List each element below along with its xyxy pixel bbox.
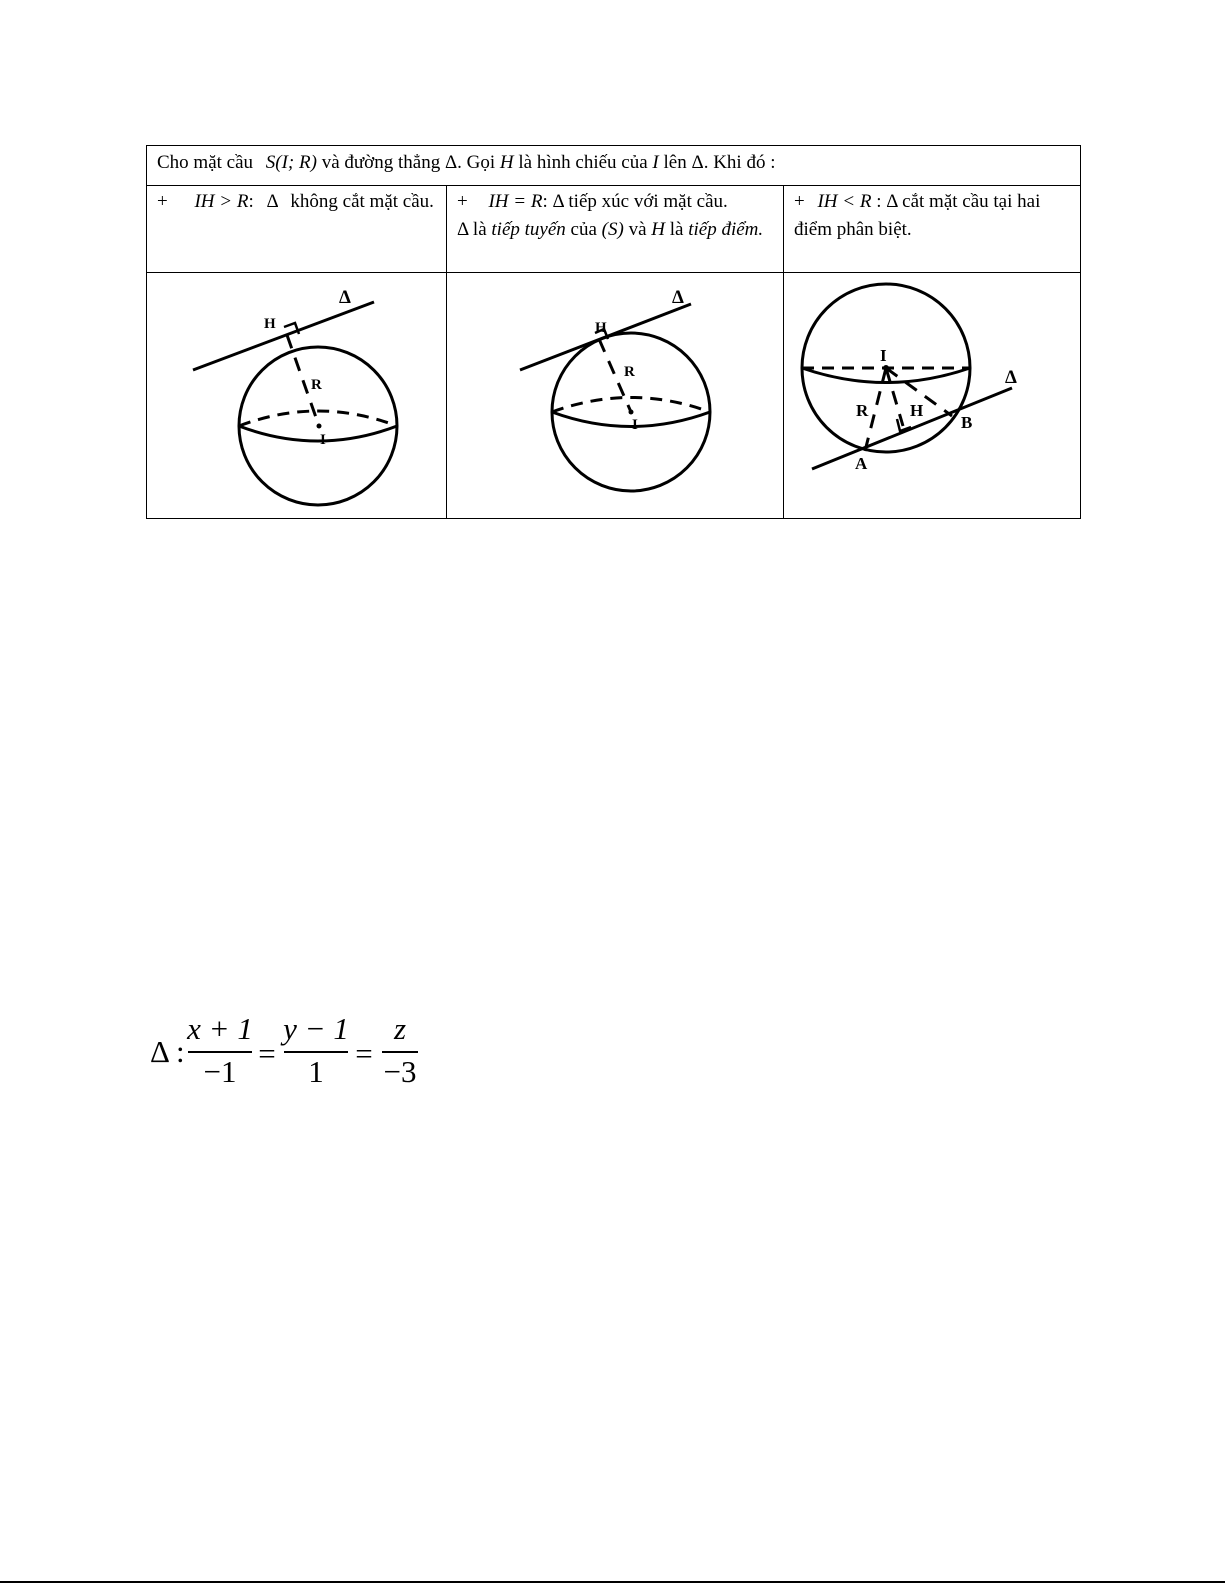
header-text-3: . Gọi: [457, 152, 496, 173]
case2-line2-d: là: [669, 219, 684, 240]
fraction2-denominator: 1: [308, 1054, 324, 1089]
case2-plus: +: [457, 191, 468, 212]
case2-s: (S): [601, 219, 624, 240]
fraction2-numerator: y − 1: [283, 1012, 349, 1046]
table-cases-row: [147, 186, 1080, 273]
label-delta: Δ: [672, 287, 684, 308]
label-i: I: [320, 432, 326, 448]
case2-delta: Δ: [552, 191, 564, 212]
case2-point-term: tiếp điểm.: [688, 219, 764, 240]
case1-text: không cắt mặt cầu.: [290, 191, 434, 212]
case2-line2-delta: Δ: [457, 219, 469, 240]
case-no-intersection: [147, 186, 447, 272]
center-point: [883, 365, 889, 371]
case2-tangent-term: tiếp tuyến: [491, 219, 566, 240]
line-delta: [520, 304, 691, 370]
label-r: R: [856, 401, 869, 420]
figure-cell-2: [447, 273, 784, 519]
figure-secant: [784, 273, 1078, 519]
case2-colon: :: [542, 191, 548, 212]
case1-condition: IH > R: [194, 191, 249, 212]
header-i: I: [652, 152, 659, 173]
label-i: I: [632, 417, 638, 433]
figure-cell-1: [147, 273, 447, 519]
fraction3-numerator: z: [393, 1012, 407, 1046]
header-delta-2: Δ: [691, 152, 704, 173]
header-delta-1: Δ: [444, 152, 458, 173]
equals-sign-2: =: [355, 1036, 373, 1071]
case3-text: cắt mặt cầu tại hai điểm phân biệt.: [794, 191, 1041, 240]
case2-condition: IH = R: [488, 191, 543, 212]
label-delta: Δ: [339, 287, 351, 308]
label-i: I: [880, 346, 887, 365]
label-h: H: [910, 401, 924, 420]
label-h: H: [264, 316, 276, 332]
case-tangent: [447, 186, 784, 272]
header-h: H: [499, 152, 514, 173]
sphere-expression: S(I; R): [265, 152, 317, 173]
figure-cell-3: [784, 273, 1080, 519]
equals-sign-1: =: [258, 1036, 276, 1071]
equation-lhs: Δ :: [150, 1034, 185, 1069]
segment-ih: [886, 368, 903, 426]
case3-delta: Δ: [886, 191, 898, 212]
case1-colon: :: [248, 191, 254, 212]
case3-colon: :: [876, 191, 882, 212]
header-text-6: . Khi đó :: [703, 152, 776, 173]
header-text-1: Cho mặt cầu: [157, 152, 254, 173]
fraction1-denominator: −1: [203, 1054, 237, 1089]
case-secant: [784, 186, 1080, 272]
line-equation: [148, 1012, 438, 1092]
label-delta: Δ: [1005, 367, 1017, 388]
case1-delta: Δ: [266, 191, 278, 212]
figure-no-intersection: [147, 273, 446, 519]
label-a: A: [855, 454, 868, 473]
case2-h: H: [651, 219, 665, 240]
case2-line2-b: của: [570, 219, 597, 240]
case3-plus: +: [794, 191, 805, 212]
line-delta: [193, 302, 374, 370]
label-h: H: [595, 320, 607, 336]
header-text-5: lên: [663, 152, 687, 173]
case2-line2-a: là: [472, 219, 487, 240]
case3-condition: IH < R: [817, 191, 872, 212]
table-figures-row: [147, 273, 1080, 519]
fraction3-denominator: −3: [383, 1054, 417, 1089]
table-header-row: [147, 146, 1080, 186]
figure-tangent: [447, 273, 783, 519]
header-text-4: là hình chiếu của: [518, 152, 648, 173]
fraction1-numerator: x + 1: [187, 1012, 253, 1046]
header-text-2: và đường thẳng: [321, 152, 441, 173]
theory-table: [146, 145, 1081, 519]
case1-plus: +: [157, 191, 168, 212]
case2-line2-c: và: [628, 219, 647, 240]
label-r: R: [624, 364, 635, 380]
label-r: R: [311, 377, 322, 393]
bottom-rule: [0, 1581, 1225, 1583]
center-point: [317, 424, 322, 429]
case2-text: tiếp xúc với mặt cầu.: [568, 191, 728, 212]
label-b: B: [961, 413, 973, 432]
center-point: [629, 410, 634, 415]
